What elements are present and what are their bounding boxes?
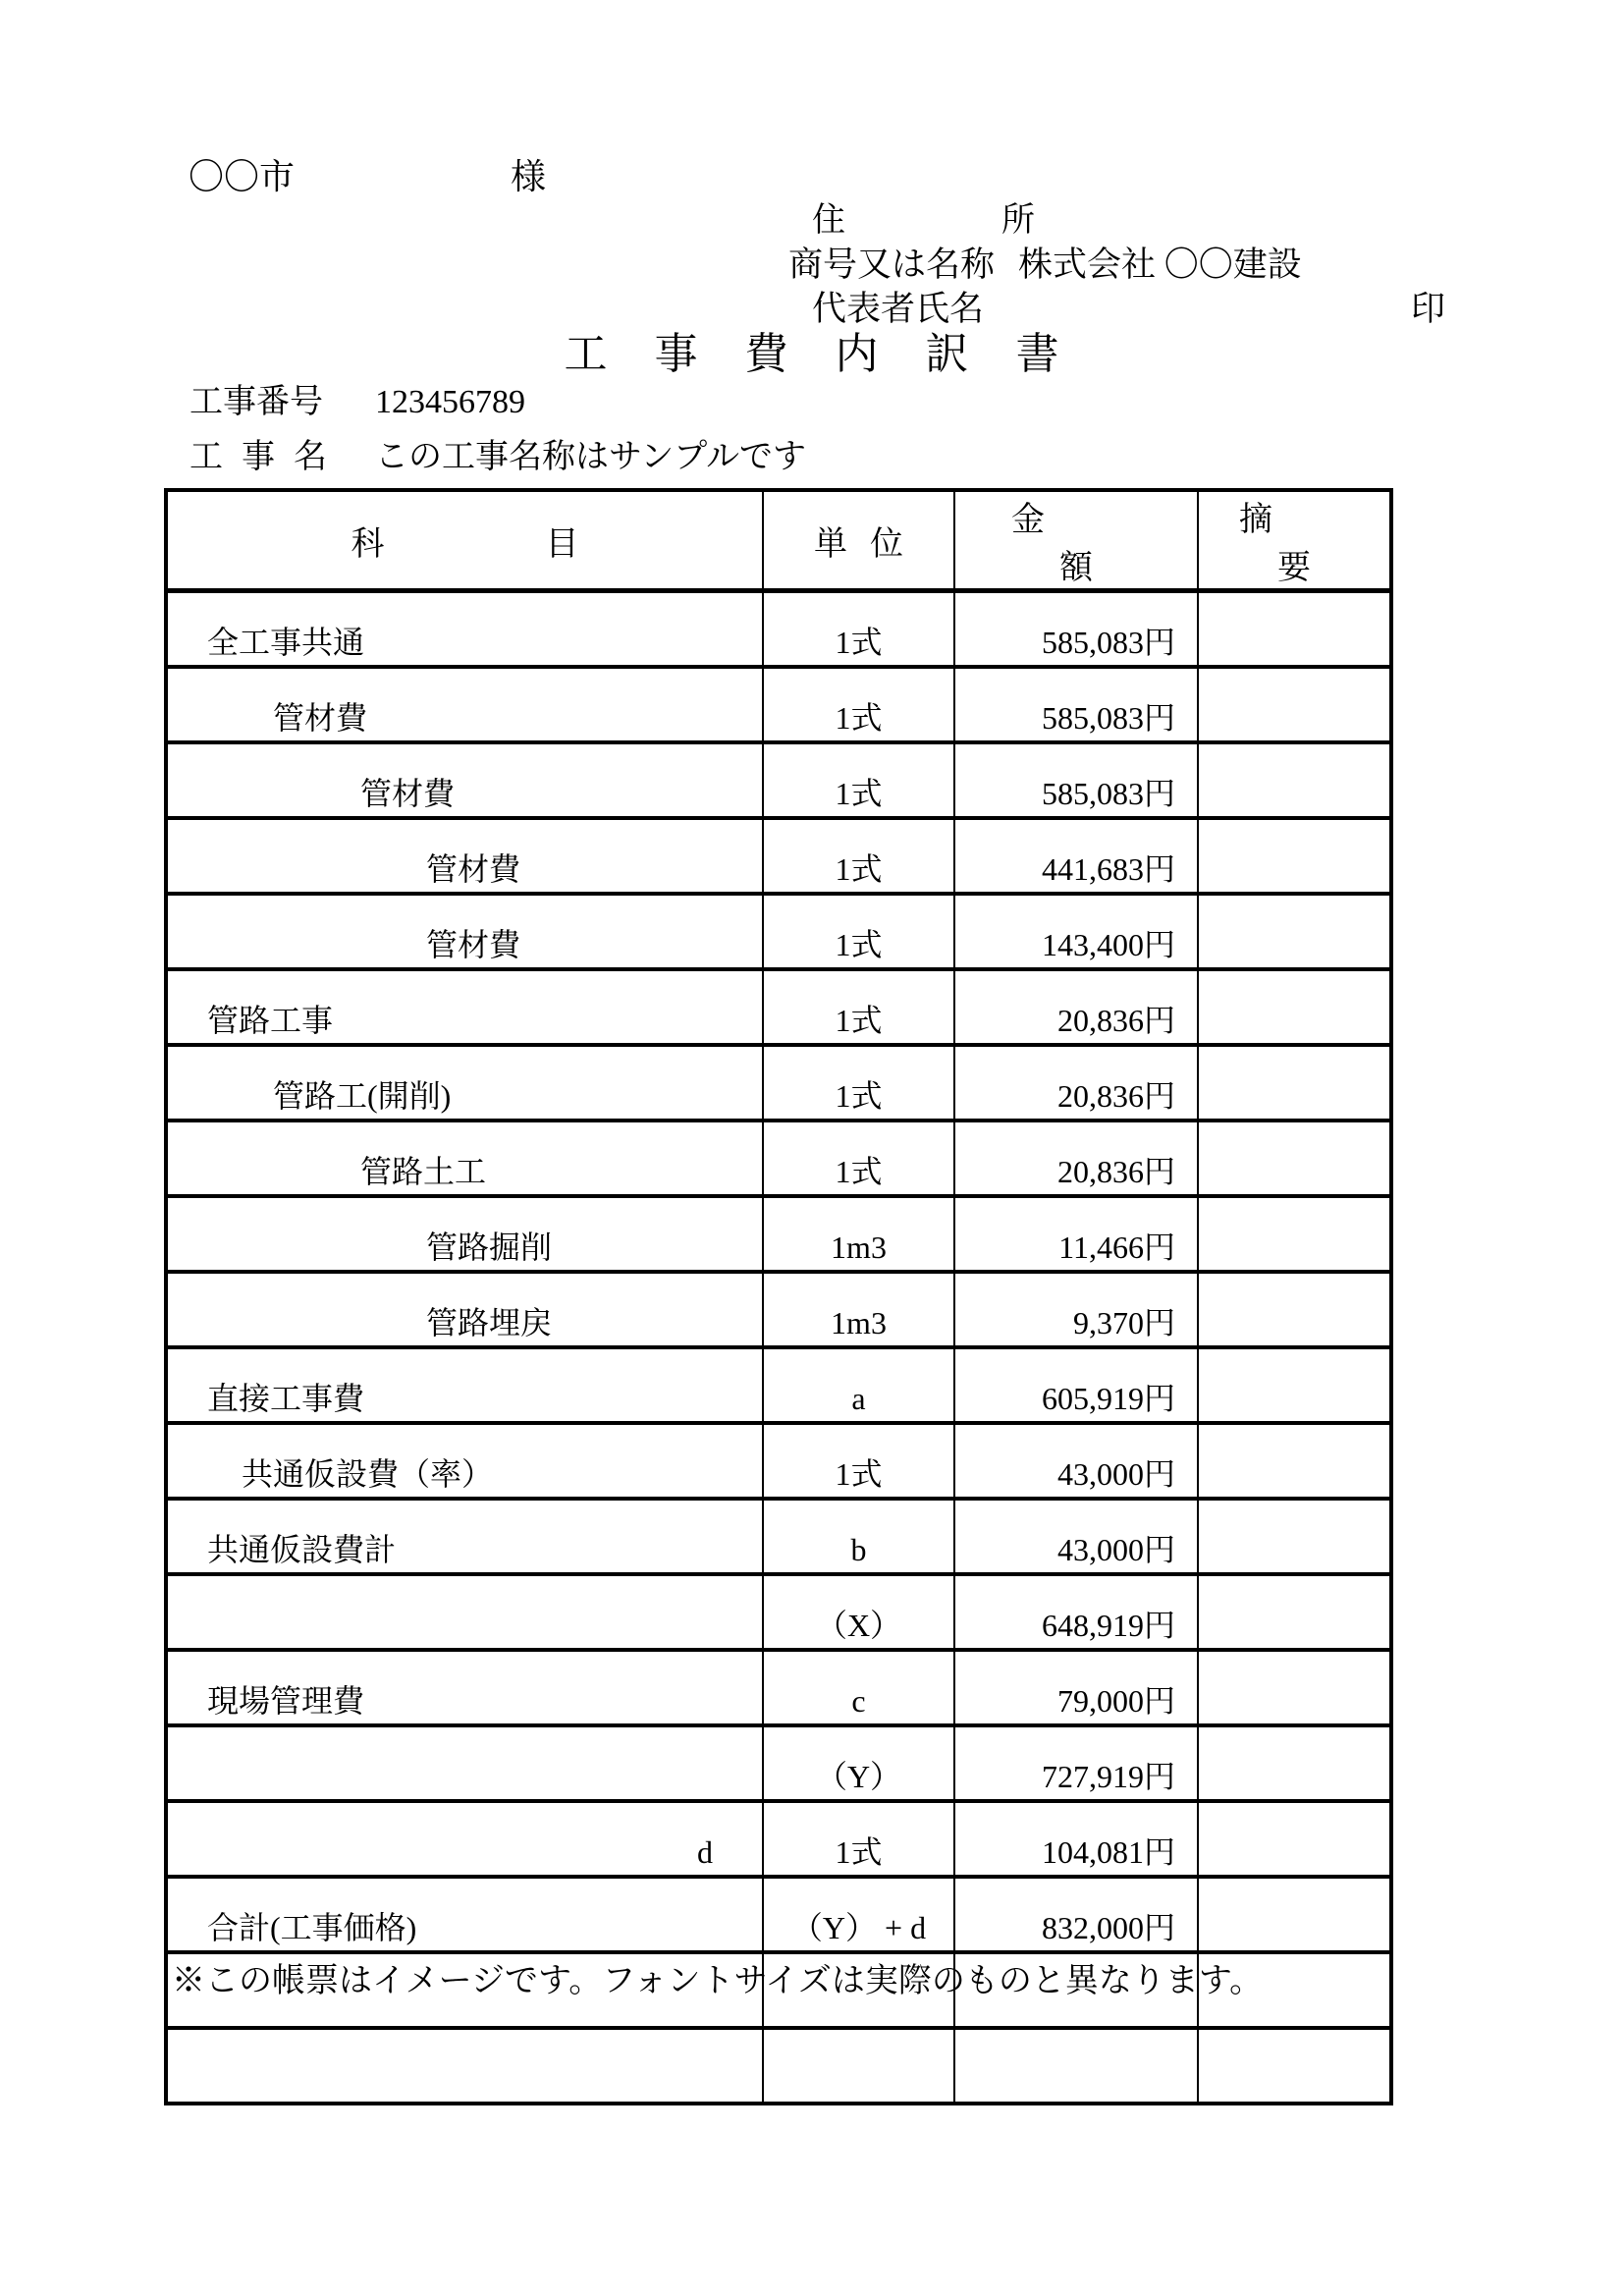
note-cell xyxy=(1198,1347,1391,1423)
item-cell: 管材費 xyxy=(166,742,763,818)
amount-cell: 727,919円 xyxy=(954,1725,1198,1801)
amount-cell: 585,083円 xyxy=(954,667,1198,742)
recipient-name: 〇〇市 xyxy=(189,157,296,196)
amount-cell: 585,083円 xyxy=(954,742,1198,818)
table-row xyxy=(166,894,1391,969)
header-unit xyxy=(763,490,954,591)
table-row xyxy=(166,1045,1391,1121)
item-cell: 管路掘削 xyxy=(166,1196,763,1272)
address-line xyxy=(812,201,1191,240)
table-row xyxy=(166,1650,1391,1725)
note-cell xyxy=(1198,1121,1391,1196)
unit-cell: 1式 xyxy=(763,969,954,1045)
item-cell: 管材費 xyxy=(166,818,763,894)
table-row xyxy=(166,818,1391,894)
unit-cell: 1m3 xyxy=(763,1272,954,1347)
unit-cell: 1式 xyxy=(763,1121,954,1196)
project-name-label-line xyxy=(189,438,346,476)
table-row xyxy=(166,1725,1391,1801)
item-cell: 管路工事 xyxy=(166,969,763,1045)
item-cell: 現場管理費 xyxy=(166,1650,763,1725)
unit-cell: 1式 xyxy=(763,667,954,742)
amount-cell: 104,081円 xyxy=(954,1801,1198,1877)
amount-cell: 43,000円 xyxy=(954,1423,1198,1499)
item-cell: 管材費 xyxy=(166,667,763,742)
item-cell xyxy=(166,2028,763,2104)
item-cell: 合計(工事価格) xyxy=(166,1877,763,1952)
footnote-text: ※この帳票はイメージです。フォントサイズは実際のものと異なります。 xyxy=(172,1963,1264,1999)
representative-label: 代表者氏名 xyxy=(812,290,985,328)
header-item xyxy=(166,490,763,591)
amount-cell: 43,000円 xyxy=(954,1499,1198,1574)
note-cell xyxy=(1198,1196,1391,1272)
seal-mark: 印 xyxy=(1411,290,1446,328)
cost-breakdown-table-wrap xyxy=(164,488,1393,2105)
project-number-label: 工事番号 xyxy=(189,384,323,420)
table-row xyxy=(166,2028,1391,2104)
item-cell: 全工事共通 xyxy=(166,591,763,668)
table-body xyxy=(166,591,1391,2105)
note-cell xyxy=(1198,894,1391,969)
unit-cell: a xyxy=(763,1347,954,1423)
unit-cell: （Y） xyxy=(763,1725,954,1801)
header-note-label: 摘要 xyxy=(1239,502,1387,586)
unit-cell: 1式 xyxy=(763,1045,954,1121)
unit-cell: c xyxy=(763,1650,954,1725)
note-cell xyxy=(1198,1801,1391,1877)
note-cell xyxy=(1198,1272,1391,1347)
unit-cell: 1式 xyxy=(763,591,954,668)
unit-cell: 1式 xyxy=(763,1423,954,1499)
note-cell xyxy=(1198,1877,1391,1952)
table-row xyxy=(166,1347,1391,1423)
table-row xyxy=(166,1272,1391,1347)
table-row xyxy=(166,1423,1391,1499)
unit-cell: 1式 xyxy=(763,894,954,969)
header-note xyxy=(1198,490,1391,591)
table-row xyxy=(166,1574,1391,1650)
header-amount xyxy=(954,490,1198,591)
table-row xyxy=(166,1801,1391,1877)
cost-breakdown-table xyxy=(164,488,1393,2105)
amount-cell: 79,000円 xyxy=(954,1650,1198,1725)
table-row xyxy=(166,969,1391,1045)
unit-cell xyxy=(763,2028,954,2104)
unit-cell: b xyxy=(763,1499,954,1574)
table-row xyxy=(166,1196,1391,1272)
note-cell xyxy=(1198,1725,1391,1801)
unit-cell: 1式 xyxy=(763,1801,954,1877)
unit-cell: 1式 xyxy=(763,818,954,894)
note-cell xyxy=(1198,818,1391,894)
table-header-row xyxy=(166,490,1391,591)
page-title: 工事費内訳書 xyxy=(564,330,1107,378)
amount-cell: 20,836円 xyxy=(954,1121,1198,1196)
table-row xyxy=(166,742,1391,818)
unit-cell: 1m3 xyxy=(763,1196,954,1272)
representative-line xyxy=(812,290,984,329)
company-label: 商号又は名称 xyxy=(788,246,996,284)
amount-cell: 441,683円 xyxy=(954,818,1198,894)
table-row xyxy=(166,1499,1391,1574)
header-unit-label: 単位 xyxy=(814,525,926,563)
project-name-value: この工事名称はサンプルです xyxy=(375,439,806,475)
amount-cell: 585,083円 xyxy=(954,591,1198,668)
amount-cell: 143,400円 xyxy=(954,894,1198,969)
note-cell xyxy=(1198,969,1391,1045)
item-cell xyxy=(166,1574,763,1650)
document-title-line xyxy=(0,330,1623,380)
item-cell: 直接工事費 xyxy=(166,1347,763,1423)
recipient-honorific: 様 xyxy=(511,157,547,196)
note-cell xyxy=(1198,1045,1391,1121)
project-number-value: 123456789 xyxy=(375,384,525,420)
header-item-label: 科目 xyxy=(351,525,740,563)
item-cell: 共通仮設費（率） xyxy=(166,1423,763,1499)
header-amount-label: 金額 xyxy=(1011,502,1189,586)
amount-cell xyxy=(954,2028,1198,2104)
note-cell xyxy=(1198,2028,1391,2104)
item-cell: 管材費 xyxy=(166,894,763,969)
item-cell: d xyxy=(166,1801,763,1877)
note-cell xyxy=(1198,591,1391,668)
amount-cell: 832,000円 xyxy=(954,1877,1198,1952)
table-row xyxy=(166,1877,1391,1952)
amount-cell: 20,836円 xyxy=(954,1045,1198,1121)
note-cell xyxy=(1198,1499,1391,1574)
address-label: 住所 xyxy=(812,202,1191,239)
note-cell xyxy=(1198,667,1391,742)
table-row xyxy=(166,591,1391,668)
amount-cell: 648,919円 xyxy=(954,1574,1198,1650)
amount-cell: 605,919円 xyxy=(954,1347,1198,1423)
unit-cell: （Y） + d xyxy=(763,1877,954,1952)
item-cell xyxy=(166,1725,763,1801)
company-value: 株式会社 〇〇建設 xyxy=(1018,246,1302,284)
note-cell xyxy=(1198,1574,1391,1650)
item-cell: 共通仮設費計 xyxy=(166,1499,763,1574)
item-cell: 管路工(開削) xyxy=(166,1045,763,1121)
amount-cell: 11,466円 xyxy=(954,1196,1198,1272)
amount-cell: 9,370円 xyxy=(954,1272,1198,1347)
note-cell xyxy=(1198,1423,1391,1499)
item-cell: 管路土工 xyxy=(166,1121,763,1196)
amount-cell: 20,836円 xyxy=(954,969,1198,1045)
company-line xyxy=(788,246,1302,285)
note-cell xyxy=(1198,1650,1391,1725)
note-cell xyxy=(1198,742,1391,818)
unit-cell: （X） xyxy=(763,1574,954,1650)
table-row xyxy=(166,667,1391,742)
table-row xyxy=(166,1121,1391,1196)
item-cell: 管路埋戻 xyxy=(166,1272,763,1347)
unit-cell: 1式 xyxy=(763,742,954,818)
project-name-label: 工事名 xyxy=(189,439,346,475)
